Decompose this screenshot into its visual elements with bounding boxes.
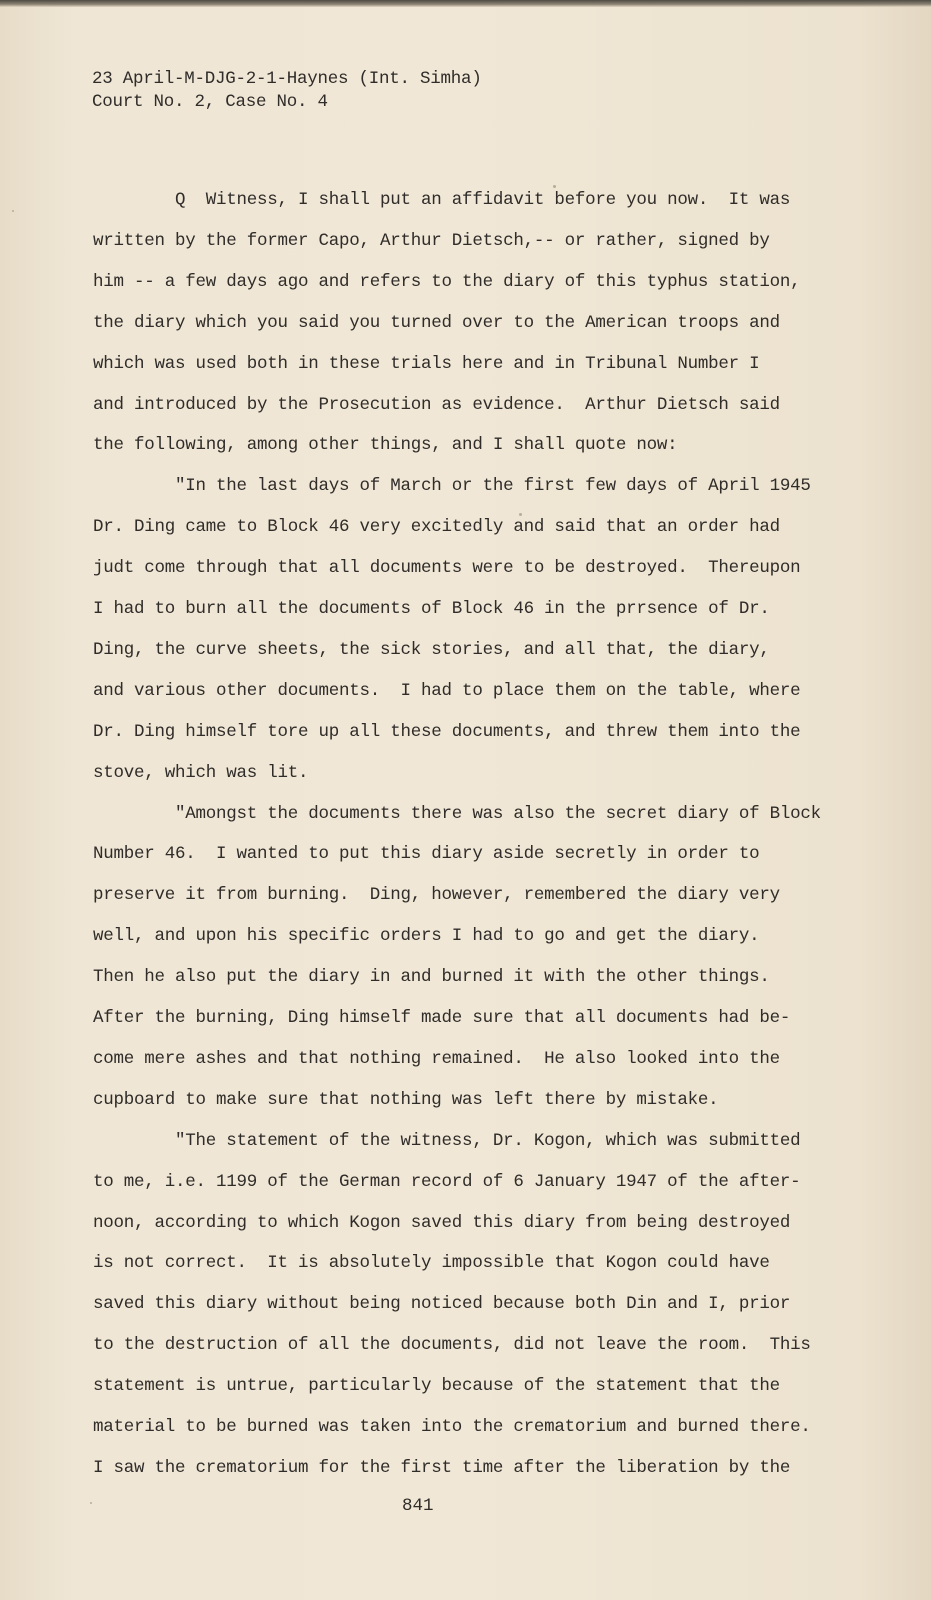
transcript-line: stove, which was lit.: [93, 762, 309, 783]
transcript-line: come mere ashes and that nothing remained. He also looked into the: [93, 1048, 780, 1069]
transcript-line: "Amongst the documents there was also the secret diary of Block: [93, 803, 821, 824]
transcript-line: preserve it from burning. Ding, however, remembered the diary very: [93, 885, 780, 906]
transcript-line: Ding, the curve sheets, the sick stories, and all that, the diary,: [93, 639, 770, 660]
transcript-line: Number 46. I wanted to put this diary aside secretly in order to: [93, 844, 760, 865]
transcript-line: statement is untrue, particularly because of the statement that the: [93, 1376, 780, 1397]
case-header: [92, 68, 482, 114]
transcript-line: material to be burned was taken into the crematorium and burned there.: [93, 1417, 811, 1437]
transcript-line: cupboard to make sure that nothing was left there by mistake.: [93, 1089, 719, 1110]
paper-speck: [90, 1502, 92, 1504]
transcript-line: noon, according to which Kogon saved this diary from being destroyed: [93, 1212, 791, 1233]
transcript-line: to the destruction of all the documents, did not leave the room. This: [93, 1335, 811, 1356]
paper-speck: [12, 210, 14, 212]
transcript-line: After the burning, Ding himself made sure that all documents had be-: [93, 1008, 791, 1028]
transcript-line: written by the former Capo, Arthur Dietsch,-- or rather, signed by: [93, 230, 770, 251]
transcript-line: "The statement of the witness, Dr. Kogon, which was submitted: [93, 1130, 801, 1151]
transcript-line: which was used both in these trials here and in Tribunal Number I: [93, 353, 760, 374]
transcript-line: Then he also put the diary in and burned it with the other things.: [93, 967, 770, 988]
transcript-line: Q Witness, I shall put an affidavit before you now. It was: [93, 190, 791, 210]
transcript-line: I saw the crematorium for the first time after the liberation by the: [93, 1457, 791, 1478]
transcript-line: "In the last days of March or the first few days of April 1945: [93, 476, 811, 497]
court-case-reference: Court No. 2, Case No. 4: [92, 92, 328, 112]
paper-top-edge: [0, 0, 931, 7]
session-reference: 23 April-M-DJG-2-1-Haynes (Int. Simha): [92, 69, 482, 89]
transcript-line: him -- a few days ago and refers to the diary of this typhus station,: [93, 271, 801, 292]
paper-speck: [519, 513, 522, 516]
transcript-line: to me, i.e. 1199 of the German record of 6 January 1947 of the after-: [93, 1171, 801, 1192]
page-number: 841: [402, 1496, 434, 1516]
transcript-line: and various other documents. I had to place them on the table, where: [93, 680, 801, 701]
transcript-line: judt come through that all documents were to be destroyed. Thereupon: [93, 558, 801, 579]
transcript-line: Dr. Ding came to Block 46 very excitedly and said that an order had: [93, 517, 780, 538]
transcript-line: I had to burn all the documents of Block 46 in the prrsence of Dr.: [93, 599, 770, 619]
transcript-line: Dr. Ding himself tore up all these documents, and threw them into the: [93, 721, 801, 742]
transcript-line: saved this diary without being noticed because both Din and I, prior: [93, 1294, 791, 1315]
transcript-line: the following, among other things, and I shall quote now:: [93, 435, 678, 456]
paper-speck: [553, 185, 556, 188]
transcript-line: well, and upon his specific orders I had to go and get the diary.: [93, 926, 760, 947]
transcript-line: is not correct. It is absolutely impossible that Kogon could have: [93, 1253, 770, 1274]
transcript-line: and introduced by the Prosecution as evidence. Arthur Dietsch said: [93, 394, 780, 415]
transcript-line: the diary which you said you turned over to the American troops and: [93, 312, 780, 333]
